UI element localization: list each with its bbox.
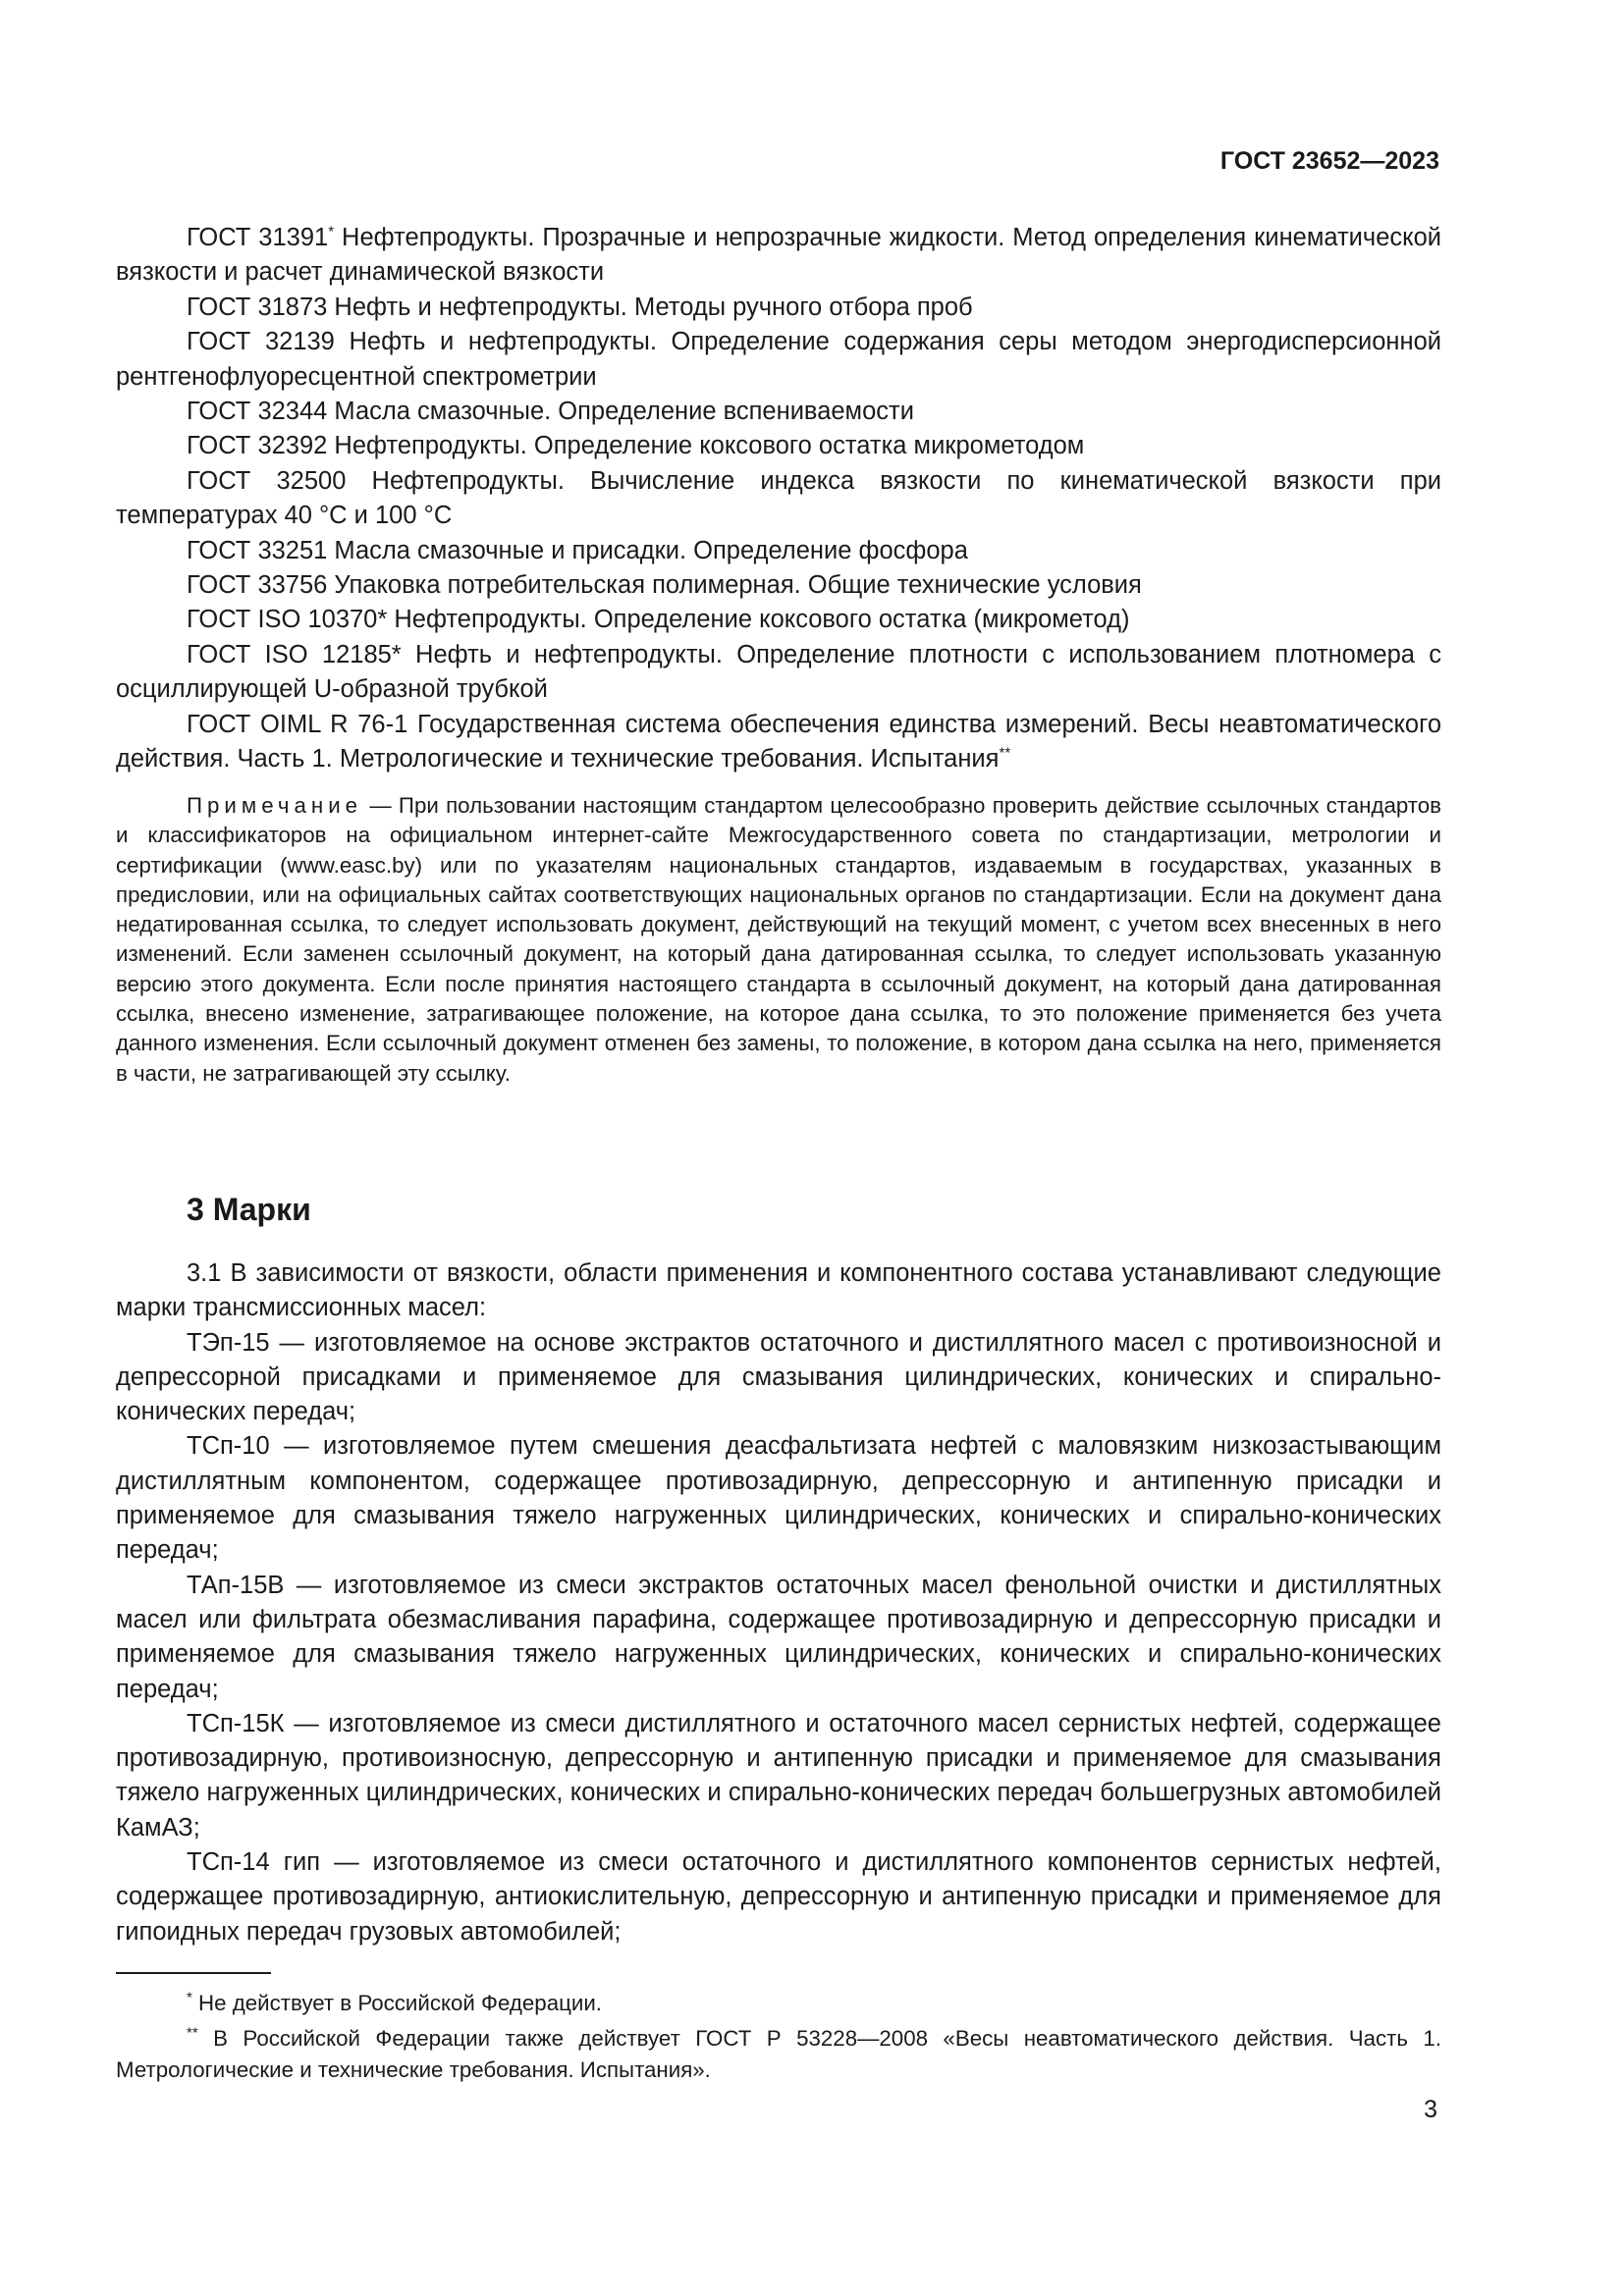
normative-references-list: [116, 221, 1441, 777]
reference-item: ГОСТ OIML R 76-1 Государственная система обеспечения единства измерений. Весы неавтоматического действия. Часть 1. Метрологические и технические требования. Испытания**: [116, 710, 1441, 774]
footnote-mark: *: [187, 1989, 192, 2006]
body-paragraph: ТСп-14 гип — изготовляемое из смеси остаточного и дистиллятного компонентов сернистых нефтей, содержащее противозадирную, антиокислительную, депрессорную и антипенную присадки и применяемое для гипоидных передач грузовых автомобилей;: [116, 1848, 1441, 1946]
footnote-mark: **: [999, 744, 1011, 762]
document-code-header: ГОСТ 23652—2023: [1219, 147, 1439, 175]
reference-item: ГОСТ 33756 Упаковка потребительская полимерная. Общие технические условия: [187, 571, 1142, 600]
body-paragraph: ТСп-10 — изготовляемое путем смешения деасфальтизата нефтей с маловязким низкозастывающим дистиллятным компонентом, содержащее противозадирную, депрессорную и антипенную присадки и применяемое для смазывания тяжело нагруженных цилиндрических, конических и спирально-конических передач;: [116, 1432, 1441, 1565]
note-text: — При пользовании настоящим стандартом целесообразно проверить действие ссылочных стандартов и классификаторов на официальном интернет-сайте Межгосударственного совета по стандартизации, метрологии и сертификации (www.easc.by) или по указателям национальных стандартов, издаваемым в государствах, указанных в предисловии, или на официальных сайтах соответствующих национальных органов по стандартизации. Если на документ дана недатированная ссылка, то следует использовать документ, действующий на текущий момент, с учетом всех внесенных в него изменений. Если заменен ссылочный документ, на который дана датированная ссылка, то следует использовать указанную версию этого документа. Если после принятия настоящего стандарта в ссылочный документ, на который дана датированная ссылка, внесено изменение, затрагивающее положение, на которое дана ссылка, то это положение применяется без учета данного изменения. Если ссылочный документ отменен без замены, то положение, в котором дана ссылка на него, применяется в части, не затрагивающей эту ссылку.: [116, 793, 1441, 1086]
reference-item: ГОСТ 32139 Нефть и нефтепродукты. Определение содержания серы методом энергодисперсионной рентгенофлуоресцентной спектрометрии: [116, 328, 1441, 391]
note-lead: Примечание: [187, 793, 363, 818]
footnotes: [116, 1988, 1441, 2090]
body-paragraph: ТЭп-15 — изготовляемое на основе экстрактов остаточного и дистиллятного масел с противоизносной и депрессорной присадками и применяемое для смазывания цилиндрических, конических и спирально-конических передач;: [116, 1328, 1441, 1426]
footnote: ** В Российской Федерации также действует ГОСТ Р 53228—2008 «Весы неавтоматического действия. Часть 1. Метрологические и технические требования. Испытания».: [116, 2024, 1441, 2082]
reference-item: ГОСТ 32500 Нефтепродукты. Вычисление индекса вязкости по кинематической вязкости при температурах 40 °С и 100 °С: [116, 466, 1441, 530]
footnote-mark: **: [187, 2024, 198, 2042]
reference-item: ГОСТ 31391* Нефтепродукты. Прозрачные и непрозрачные жидкости. Метод определения кинематической вязкости и расчет динамической вязкости: [116, 223, 1441, 287]
section-body: [116, 1256, 1441, 1949]
reference-item: ГОСТ 33251 Масла смазочные и присадки. Определение фосфора: [187, 536, 968, 564]
reference-item: ГОСТ ISO 10370* Нефтепродукты. Определение коксового остатка (микрометод): [187, 606, 1130, 634]
note-paragraph: [116, 791, 1441, 1089]
footnote: * Не действует в Российской Федерации.: [187, 1989, 602, 2015]
reference-item: ГОСТ 32392 Нефтепродукты. Определение коксового остатка микрометодом: [187, 432, 1085, 460]
reference-item: ГОСТ 32344 Масла смазочные. Определение вспениваемости: [187, 398, 914, 426]
footnote-mark: *: [328, 223, 335, 240]
page-number: 3: [1424, 2096, 1437, 2123]
reference-item: ГОСТ ISO 12185* Нефть и нефтепродукты. Определение плотности с использованием плотномера с осциллирующей U-образной трубкой: [116, 640, 1441, 704]
footnote-divider: [116, 1972, 271, 1974]
reference-item: ГОСТ 31873 Нефть и нефтепродукты. Методы ручного отбора проб: [187, 293, 973, 321]
section-title: 3 Марки: [187, 1192, 311, 1227]
body-paragraph: ТСп-15К — изготовляемое из смеси дистиллятного и остаточного масел сернистых нефтей, содержащее противозадирную, противоизносную, депрессорную и антипенную присадки и применяемое для смазывания тяжело нагруженных цилиндрических, конических и спирально-конических передач большегрузных автомобилей КамАЗ;: [116, 1709, 1441, 1842]
body-paragraph: ТАп-15В — изготовляемое из смеси экстрактов остаточных масел фенольной очистки и дистиллятных масел или фильтрата обезмасливания парафина, содержащее противозадирную и депрессорную присадки и применяемое для смазывания тяжело нагруженных цилиндрических, конических и спирально-конических передач;: [116, 1571, 1441, 1703]
body-paragraph: 3.1 В зависимости от вязкости, области применения и компонентного состава устанавливают следующие марки трансмиссионных масел:: [116, 1259, 1441, 1322]
